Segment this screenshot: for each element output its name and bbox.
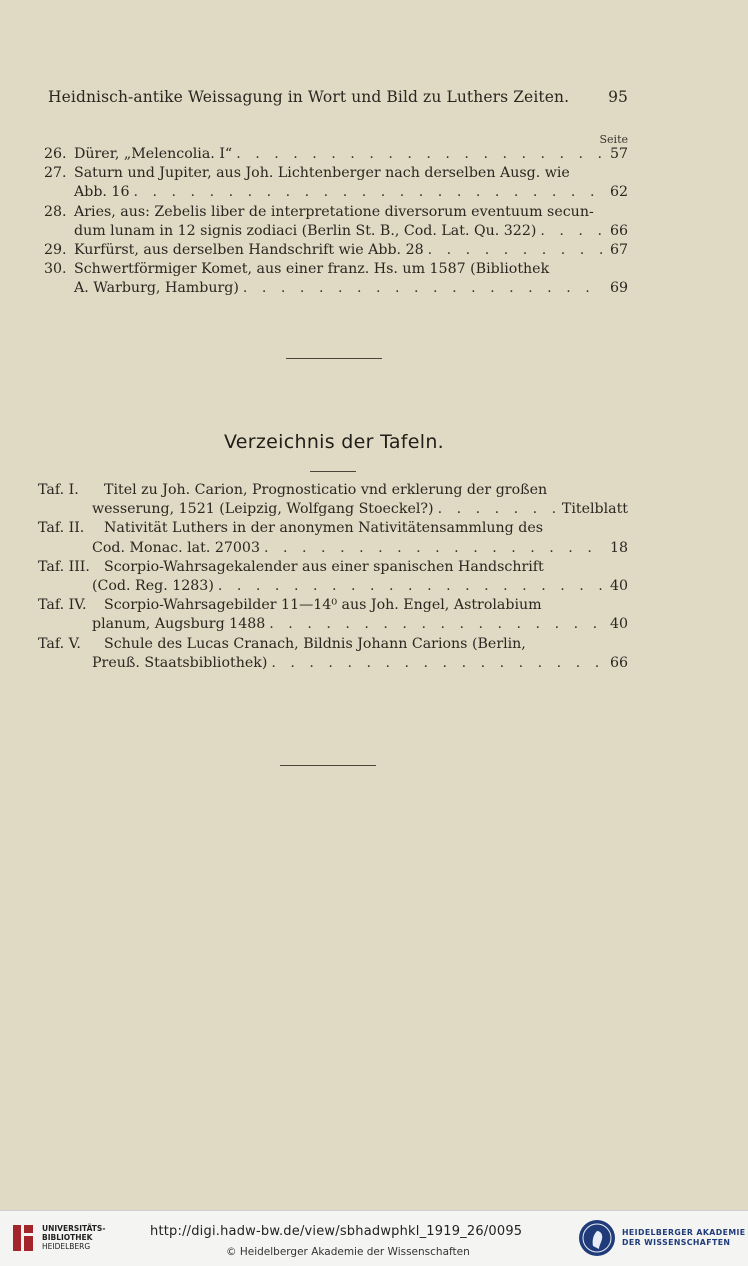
copyright-notice: © Heidelberger Akademie der Wissenschaften bbox=[226, 1246, 470, 1258]
plate-list bbox=[38, 481, 628, 673]
entry-text: Aries, aus: Zebelis liber de interpretatione diversorum eventuum secun- bbox=[74, 203, 594, 220]
entry-text: Titel zu Joh. Carion, Prognosticatio vnd erklerung der großen bbox=[104, 482, 548, 498]
entry-text: Scorpio-Wahrsagekalender aus einer spanischen Handschrift bbox=[104, 558, 544, 575]
entry-page: 57 bbox=[609, 146, 628, 162]
entry-text: Schule des Lucas Cranach, Bildnis Johann Carions (Berlin, bbox=[104, 635, 526, 652]
entry-page: 40 bbox=[609, 578, 628, 595]
list-item bbox=[38, 558, 628, 596]
page-number: 95 bbox=[608, 88, 628, 106]
entry-number: 30. bbox=[44, 261, 67, 278]
entry-text: Preuß. Staatsbibliothek) bbox=[92, 654, 268, 671]
academy-name-line: DER WISSENSCHAFTEN bbox=[622, 1238, 731, 1247]
entry-text: wesserung, 1521 (Leipzig, Wolfgang Stoeckel?) bbox=[92, 501, 434, 518]
entry-page: 66 bbox=[609, 654, 628, 671]
entry-page: 69 bbox=[609, 280, 628, 297]
entry-page: 18 bbox=[609, 539, 628, 556]
page-column-label: Seite bbox=[599, 133, 628, 146]
entry-number: 27. bbox=[44, 165, 67, 182]
academy-seal-icon bbox=[578, 1219, 616, 1257]
academy-name-line: HEIDELBERGER AKADEMIE bbox=[622, 1228, 746, 1237]
library-name-line: BIBLIOTHEK bbox=[42, 1233, 93, 1242]
list-item bbox=[38, 481, 628, 519]
entry-page: 62 bbox=[609, 184, 628, 201]
entry-text: Cod. Monac. lat. 27003 bbox=[92, 539, 260, 556]
library-name-line: UNIVERSITÄTS- bbox=[42, 1224, 106, 1233]
list-item bbox=[44, 164, 628, 202]
divider bbox=[280, 765, 376, 766]
library-name bbox=[42, 1224, 105, 1251]
entry-number: Taf. I. bbox=[38, 482, 79, 498]
entry-text: dum lunam in 12 signis zodiaci (Berlin St. B., Cod. Lat. Qu. 322) bbox=[74, 222, 537, 239]
entry-text: Dürer, „Melencolia. I“ bbox=[74, 146, 233, 162]
entry-text: Kurfürst, aus derselben Handschrift wie Abb. 28 bbox=[74, 242, 424, 259]
academy-name bbox=[622, 1228, 746, 1248]
entry-text: Nativität Luthers in der anonymen Nativitätensammlung des bbox=[104, 520, 544, 537]
list-item bbox=[44, 203, 628, 241]
entry-text: Abb. 16 bbox=[74, 184, 130, 201]
list-item bbox=[38, 519, 628, 557]
entry-number: 28. bbox=[44, 203, 67, 220]
list-item bbox=[38, 596, 628, 634]
viewer-footer bbox=[0, 1210, 748, 1266]
entry-page: 40 bbox=[609, 616, 628, 633]
entry-text: Saturn und Jupiter, aus Joh. Lichtenberger nach derselben Ausg. wie bbox=[74, 165, 570, 182]
entry-page: Titelblatt bbox=[561, 501, 628, 518]
entry-number: Taf. V. bbox=[38, 635, 81, 652]
entry-number: 29. bbox=[44, 242, 67, 259]
entry-text: A. Warburg, Hamburg) bbox=[74, 280, 239, 297]
library-name-line: HEIDELBERG bbox=[42, 1242, 91, 1251]
entry-page: 67 bbox=[609, 242, 628, 259]
entry-number: Taf. II. bbox=[38, 520, 85, 537]
entry-text: (Cod. Reg. 1283) bbox=[92, 578, 214, 595]
entry-text: planum, Augsburg 1488 bbox=[92, 616, 266, 633]
list-item bbox=[44, 241, 628, 260]
running-head-title: Heidnisch-antike Weissagung in Wort und Bild zu Luthers Zeiten. bbox=[48, 88, 570, 106]
section-title: Verzeichnis der Tafeln. bbox=[223, 431, 445, 453]
entry-page: 66 bbox=[609, 222, 628, 239]
university-library-logo-icon bbox=[10, 1221, 36, 1255]
divider bbox=[310, 471, 356, 472]
entry-number: Taf. IV. bbox=[38, 597, 87, 614]
figure-list bbox=[44, 145, 628, 299]
list-item bbox=[38, 635, 628, 673]
entry-text: Schwertförmiger Komet, aus einer franz. Hs. um 1587 (Bibliothek bbox=[74, 261, 550, 278]
entry-text: Scorpio-Wahrsagebilder 11—14⁰ aus Joh. Engel, Astrolabium bbox=[104, 597, 542, 614]
list-item bbox=[44, 260, 628, 298]
permalink[interactable]: http://digi.hadw-bw.de/view/sbhadwphkl_1919_26/0095 bbox=[150, 1224, 523, 1239]
list-item bbox=[44, 145, 628, 164]
divider bbox=[286, 358, 382, 359]
entry-number: Taf. III. bbox=[38, 558, 90, 575]
entry-number: 26. bbox=[44, 146, 67, 162]
